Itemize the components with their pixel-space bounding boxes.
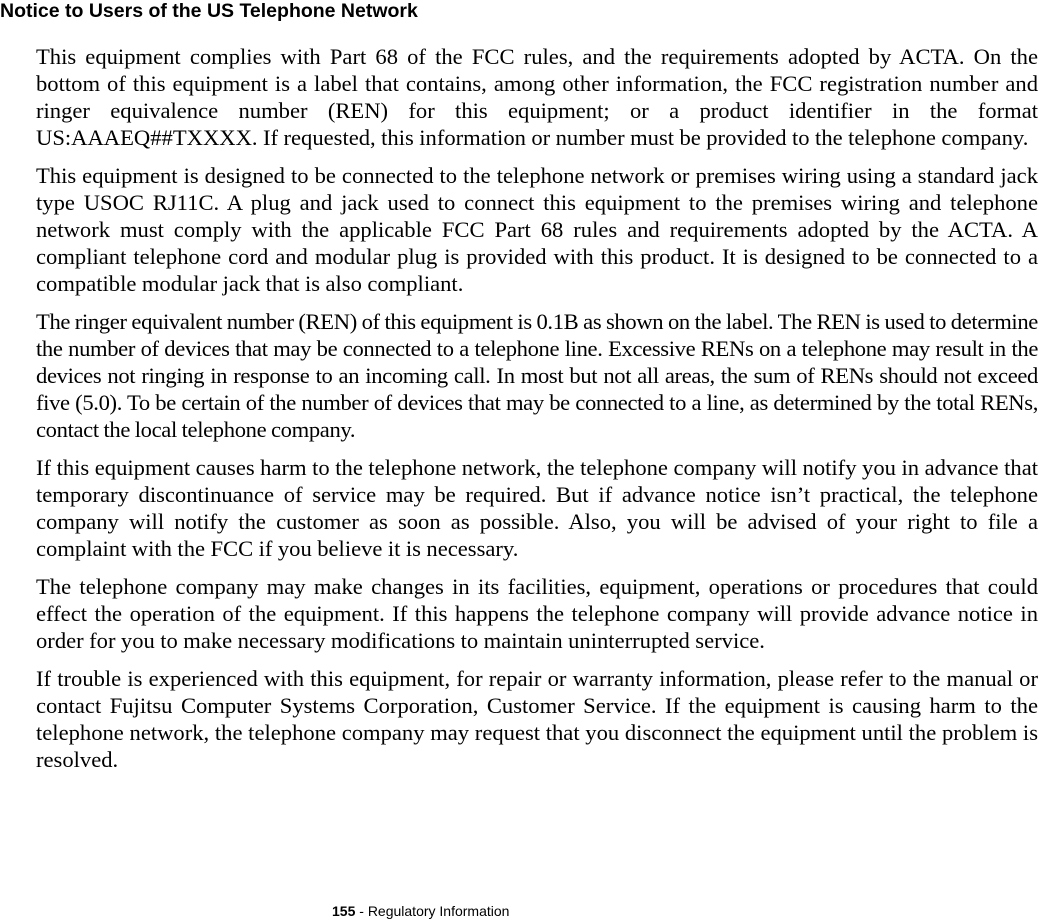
paragraph-company-changes: The telephone company may make changes in its facilities, equipment, operations or procedures that could effect the operation of the equipment. If this happens the telephone company will provide advance notice in order for you to make necessary modifications to maintain uninterrupted service. xyxy=(36,574,1038,653)
section-heading: Notice to Users of the US Telephone Network xyxy=(0,0,418,22)
footer-section-title: Regulatory Information xyxy=(367,903,510,919)
paragraph-jack-connection: This equipment is designed to be connected to the telephone network or premises wiring using a standard jack type USOC RJ11C. A plug and jack used to connect this equipment to the premises wiring and telephone network must comply with the applicable FCC Part 68 rules and requirements adopted by the ACTA. A compliant telephone cord and modular plug is provided with this product. It is designed to be connected to a compatible modular jack that is also compliant. xyxy=(36,163,1038,296)
paragraph-trouble: If trouble is experienced with this equipment, for repair or warranty information, please refer to the manual or contact Fujitsu Computer Systems Corporation, Customer Service. If the equipment is causing harm to the telephone network, the telephone company may request that you disconnect the equipment until the problem is resolved. xyxy=(36,666,1038,772)
paragraph-ren: The ringer equivalent number (REN) of this equipment is 0.1B as shown on the label. The REN is used to determine the number of devices that may be connected to a telephone line. Excessive RENs on a telephone may result in the devices not ringing in response to an incoming call. In most but not all areas, the sum of RENs should not exceed five (5.0). To be certain of the number of devices that may be connected to a line, as determined by the total RENs, contact the local telephone company. xyxy=(36,309,1038,442)
paragraph-network-harm: If this equipment causes harm to the telephone network, the telephone company will notify you in advance that temporary discontinuance of service may be required. But if advance notice isn’t practical, the telephone company will notify the customer as soon as possible. Also, you will be advised of your right to file a complaint with the FCC if you believe it is necessary. xyxy=(36,455,1038,561)
body-text xyxy=(36,43,1038,784)
footer-separator: - xyxy=(355,903,368,919)
page-number: 155 xyxy=(332,903,356,919)
paragraph-fcc-compliance: This equipment complies with Part 68 of the FCC rules, and the requirements adopted by ACTA. On the bottom of this equipment is a label that contains, among other information, the FCC registration number and ringer equivalence number (REN) for this equipment; or a product identifier in the format US:AAAEQ##TXXXX. If requested, this information or number must be provided to the telephone company. xyxy=(36,44,1038,150)
